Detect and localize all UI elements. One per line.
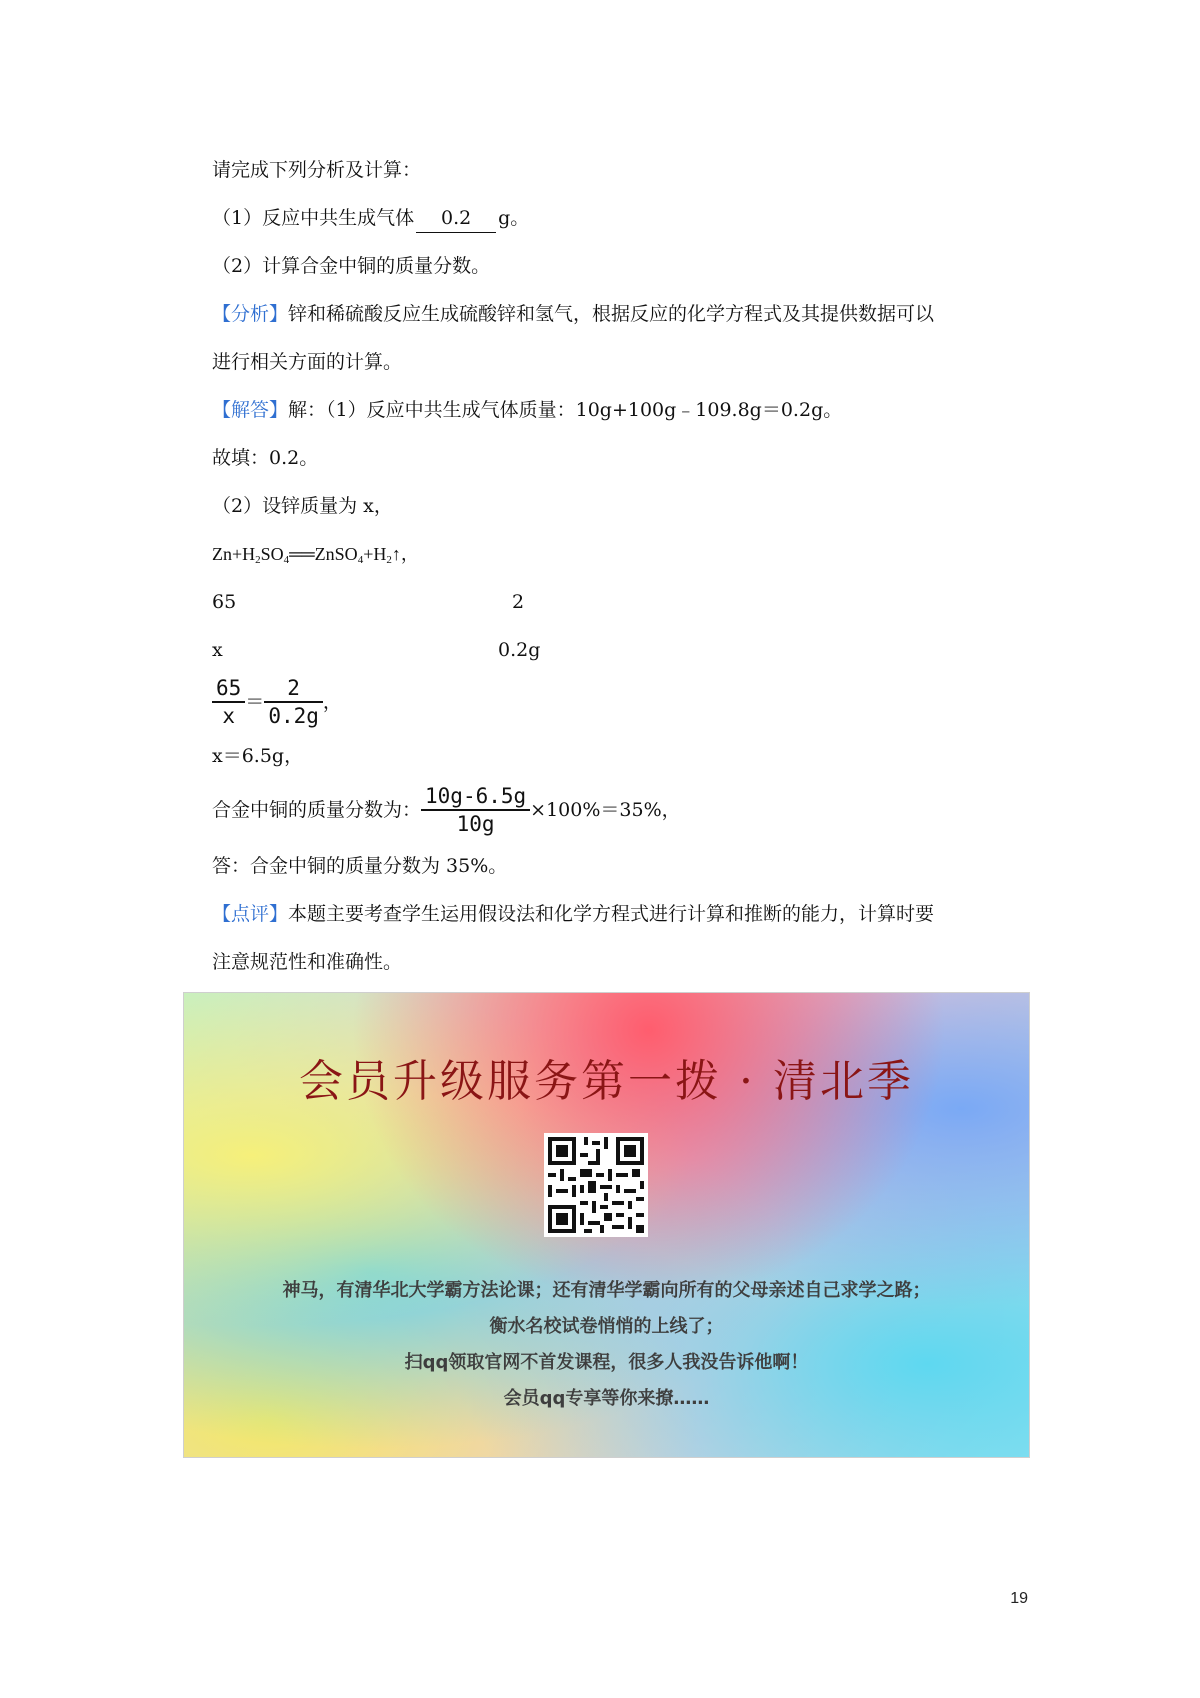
q1-prefix: （1）反应中共生成气体 (212, 207, 415, 229)
proportion-equation (212, 674, 342, 729)
ratio-right: 0.2g (498, 639, 541, 661)
eq-part: +H (363, 544, 387, 564)
answer-paragraph (212, 396, 842, 424)
copper-prefix: 合金中铜的质量分数为： (212, 799, 422, 821)
denominator: x (222, 704, 235, 728)
ratio-left: 65 (212, 591, 237, 613)
final-answer: 答：合金中铜的质量分数为 35%。 (212, 855, 508, 877)
ratio-row-1 (212, 588, 525, 616)
chemical-equation (212, 540, 419, 574)
review-paragraph (212, 900, 934, 928)
analysis-line-1: 锌和稀硫酸反应生成硫酸锌和氢气，根据反应的化学方程式及其提供数据可以 (288, 303, 935, 325)
fraction-1 (212, 675, 245, 729)
banner-line: 会员qq专享等你来撩…… (503, 1388, 710, 1409)
banner-line: 扫qq领取官网不首发课程，很多人我没告诉他啊！ (404, 1352, 809, 1373)
eq-part: SO (260, 544, 284, 564)
copper-fraction (421, 783, 530, 837)
banner-text-lines (184, 1273, 1029, 1417)
eq-sub: 4 (283, 554, 290, 566)
eq-sub: 4 (357, 554, 364, 566)
qr-code-icon[interactable] (544, 1133, 648, 1237)
analysis-paragraph (212, 300, 934, 328)
q1-blank-answer: 0.2 (416, 204, 496, 233)
eq-part: Zn+H (212, 544, 256, 564)
q1-suffix: g。 (498, 207, 530, 229)
review-line-2: 注意规范性和准确性。 (212, 951, 403, 973)
ratio-left: x (212, 639, 223, 661)
question-2: （2）计算合金中铜的质量分数。 (212, 255, 491, 277)
eq-part: ══ZnSO (289, 544, 358, 564)
comma: ， (322, 691, 342, 713)
fraction-2 (264, 675, 323, 729)
question-1 (212, 204, 529, 233)
answer-line-1: 解：（1）反应中共生成气体质量：10g+100g﹣109.8g＝0.2g。 (288, 399, 843, 421)
promo-banner[interactable] (183, 992, 1030, 1458)
banner-line: 衡水名校试卷悄悄的上线了； (489, 1316, 724, 1337)
analysis-tag: 【分析】 (212, 303, 289, 325)
review-tag: 【点评】 (212, 903, 289, 925)
page-number: 19 (1010, 1590, 1028, 1607)
ratio-row-2 (212, 636, 541, 664)
x-result: x＝6.5g， (212, 745, 304, 767)
analysis-line-2: 进行相关方面的计算。 (212, 351, 403, 373)
numerator: 2 (264, 675, 323, 703)
review-line-1: 本题主要考查学生运用假设法和化学方程式进行计算和推断的能力，计算时要 (288, 903, 935, 925)
banner-title: 会员升级服务第一拨 · 清北季 (299, 1056, 914, 1107)
numerator: 10g-6.5g (421, 783, 530, 811)
copper-suffix: ×100%＝35%， (530, 799, 681, 821)
intro-text: 请完成下列分析及计算： (212, 159, 422, 181)
answer-tag: 【解答】 (212, 399, 289, 421)
eq-sub: 2 (255, 554, 261, 566)
eq-part: ↑， (391, 544, 419, 564)
ratio-right: 2 (512, 591, 525, 613)
equals-sign: ＝ (245, 691, 265, 713)
step-2: （2）设锌质量为 x， (212, 495, 393, 517)
denominator: 10g (456, 812, 495, 836)
eq-sub: 2 (386, 554, 392, 566)
copper-fraction-line (212, 782, 681, 837)
denominator: 0.2g (268, 704, 319, 728)
fill-answer: 故填：0.2。 (212, 447, 319, 469)
banner-line: 神马，有清华北大学霸方法论课；还有清华学霸向所有的父母亲述自己求学之路； (282, 1280, 931, 1301)
numerator: 65 (212, 675, 245, 703)
